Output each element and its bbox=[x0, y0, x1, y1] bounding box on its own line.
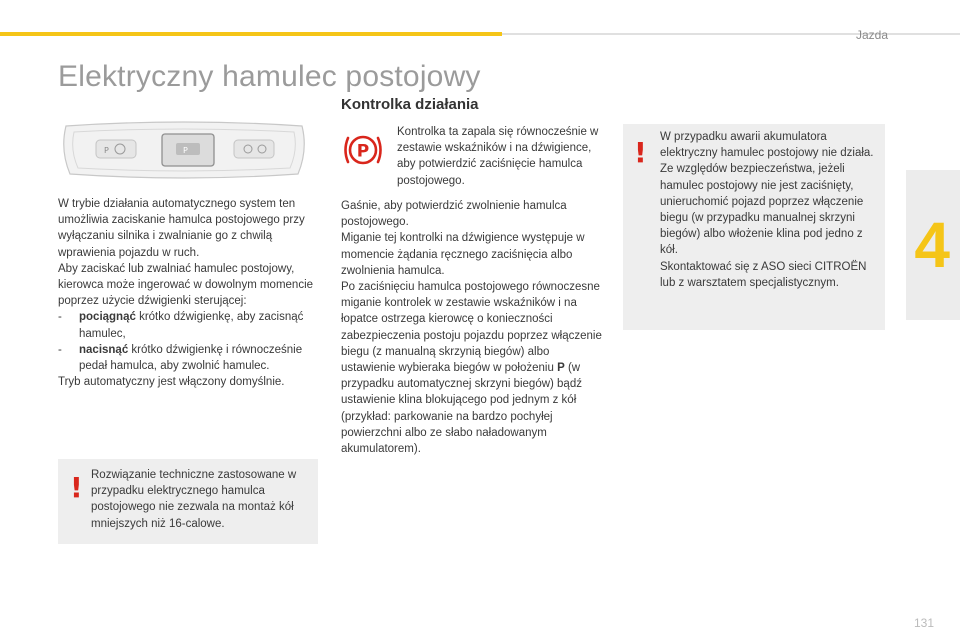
bullet-keyword: pociągnąć bbox=[79, 311, 136, 324]
middle-paragraph-1: Gaśnie, aby potwierdzić zwolnienie hamulca postojowego. bbox=[341, 200, 567, 229]
svg-text:P: P bbox=[356, 141, 370, 162]
middle-paragraph-3-part-2: (w przypadku automatycznej skrzyni biegów) bądź ustawienie klina blokującego pod jednym z kół (przykład: parkowanie na bardzo pochyłej powierzchni albo ze słabo naładowanym akumulatorem). bbox=[341, 362, 582, 456]
section-name: Jazda bbox=[855, 28, 888, 42]
icon-caption-text: Kontrolka ta zapala się równocześnie w zestawie wskaźników i na dźwigience, aby potwierdzić zaciśnięcie hamulca postojowego. bbox=[397, 126, 599, 187]
chapter-number: 4 bbox=[914, 209, 950, 281]
battery-warning-line-1: W przypadku awarii akumulatora elektryczny hamulec postojowy nie działa. bbox=[660, 131, 874, 160]
middle-paragraph-3 bbox=[341, 279, 603, 457]
warning-box-wheels bbox=[58, 459, 318, 544]
top-accent-bar bbox=[0, 32, 502, 36]
page-number: 131 bbox=[913, 616, 934, 630]
bullet-dash: - bbox=[58, 311, 62, 324]
middle-paragraph-2: Miganie tej kontrolki na dźwigience występuje w momencie żądania ręcznego zaciśnięcia albo zwolnienia hamulca. bbox=[341, 232, 585, 277]
parking-brake-warning-icon bbox=[342, 129, 384, 171]
bullet-dash: - bbox=[58, 343, 62, 356]
exclamation-icon: ! bbox=[70, 471, 83, 504]
page-title: Elektryczny hamulec postojowy bbox=[58, 60, 481, 93]
left-column-text bbox=[58, 196, 320, 390]
svg-text:P: P bbox=[104, 146, 109, 155]
bullet-text: krótko dźwigienkę, aby zacisnąć hamulec, bbox=[79, 311, 304, 340]
warning-text: Rozwiązanie techniczne zastosowane w przypadku elektrycznego hamulca postojowego nie zezwala na montaż kół mniejszych niż 16-calowe. bbox=[91, 469, 297, 530]
intro-paragraph-1: W trybie działania automatycznego system ten umożliwia zaciskanie hamulca postojowego przy wyłączaniu silnika i zwalnianie go z chwilą wprawienia pojazdu w ruch. bbox=[58, 198, 305, 259]
list-item bbox=[58, 309, 320, 341]
top-rule bbox=[502, 33, 960, 35]
battery-warning-line-3: Skontaktować się z ASO sieci CITROËN lub z warsztatem specjalistycznym. bbox=[660, 260, 867, 289]
intro-paragraph-2: Aby zaciskać lub zwalniać hamulec postojowy, kierowca może ingerować w dowolnym momencie poprzez użycie dźwigienki sterującej: bbox=[58, 262, 314, 308]
middle-paragraph-3-part-1: Po zaciśnięciu hamulca postojowego równoczesne miganie kontrolek w zestawie wskaźników i na łopatce ostrzega kierowcę o konieczności zabezpieczenia postoju pojazdu poprzez włączenie biegu (z manualną skrzynią biegów) albo ustawienie wybieraka biegów w położeniu bbox=[341, 281, 602, 375]
gear-position-p: P bbox=[557, 362, 565, 375]
svg-text:P: P bbox=[183, 146, 188, 155]
middle-column-text bbox=[341, 198, 603, 457]
bullet-keyword: nacisnąć bbox=[79, 343, 129, 356]
icon-caption bbox=[397, 124, 603, 189]
section-heading: Kontrolka działania bbox=[341, 96, 479, 113]
parking-brake-switch-panel-icon bbox=[58, 120, 310, 180]
outro-paragraph: Tryb automatyczny jest włączony domyślnie. bbox=[58, 376, 285, 389]
exclamation-icon: ! bbox=[634, 136, 647, 169]
warning-box-battery bbox=[623, 124, 885, 330]
battery-warning-line-2: Ze względów bezpieczeństwa, jeżeli hamulec postojowy nie jest zaciśnięty, unieruchomić pojazd poprzez włączenie biegu (w przypadku manualnej skrzyni biegów) albo włożenie klina pod jedno z kół. bbox=[660, 163, 864, 257]
bullet-text: krótko dźwigienkę i równocześnie pedał hamulca, aby zwolnić hamulec. bbox=[79, 343, 303, 373]
list-item bbox=[58, 342, 320, 374]
